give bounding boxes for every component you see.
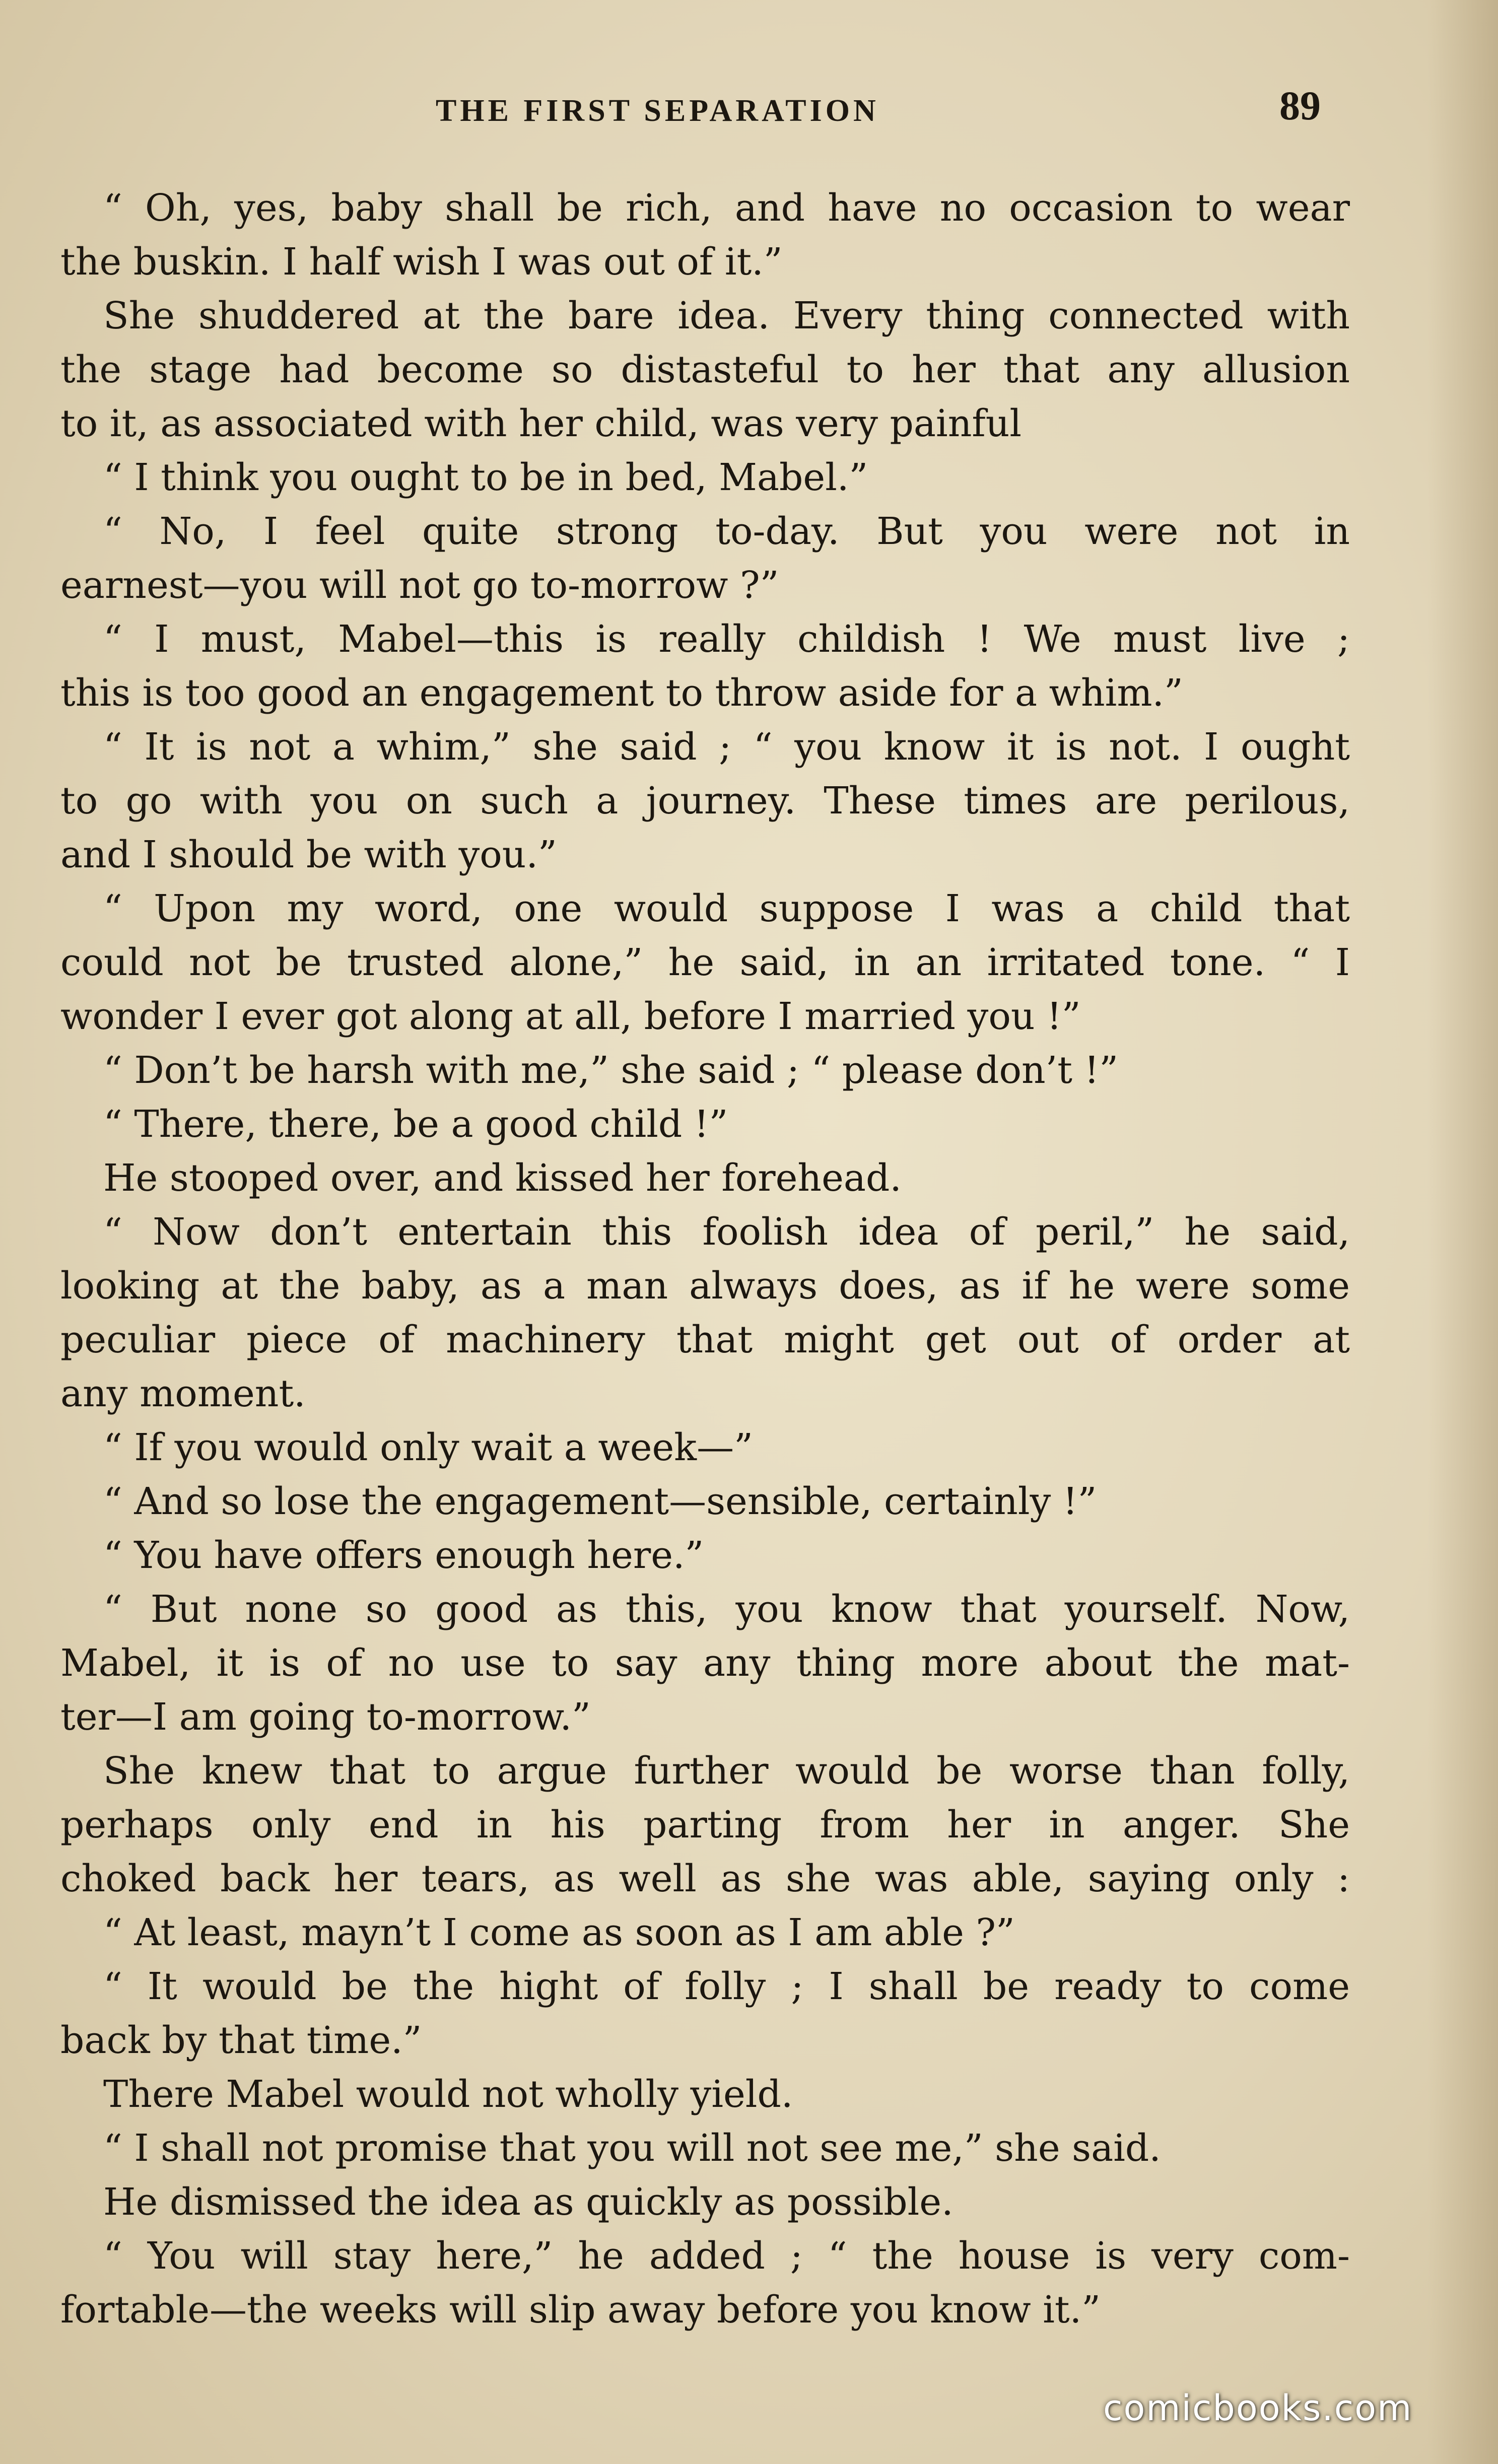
text-line: “ I think you ought to be in bed, Mabel.” bbox=[103, 456, 868, 499]
text-line: “ If you would only wait a week—” bbox=[103, 1426, 753, 1469]
text-line: There Mabel would not wholly yield. bbox=[103, 2073, 793, 2116]
text-line: to it, as associated with her child, was very painful bbox=[60, 402, 1022, 445]
text-line: the stage had become so distasteful to her that any allusion bbox=[60, 348, 1350, 391]
text-line: He dismissed the idea as quickly as possible. bbox=[103, 2180, 954, 2224]
watermark-text: comicbooks.com bbox=[1103, 2387, 1413, 2429]
text-line: and I should be with you.” bbox=[60, 833, 557, 876]
text-line: fortable—the weeks will slip away before you know it.” bbox=[60, 2288, 1101, 2332]
text-line: “ I shall not promise that you will not see me,” she said. bbox=[103, 2127, 1161, 2170]
text-line: this is too good an engagement to throw aside for a whim.” bbox=[60, 671, 1183, 715]
text-line: “ It is not a whim,” she said ; “ you know it is not. I ought bbox=[103, 725, 1350, 769]
text-line: the buskin. I half wish I was out of it.” bbox=[60, 240, 783, 284]
text-line: “ Oh, yes, baby shall be rich, and have no occasion to wear bbox=[103, 186, 1350, 230]
text-line: “ And so lose the engagement—sensible, certainly !” bbox=[103, 1480, 1097, 1523]
text-line: “ No, I feel quite strong to-day. But you were not in bbox=[103, 510, 1350, 553]
text-line: “ I must, Mabel—this is really childish ! We must live ; bbox=[103, 618, 1350, 661]
text-line: Mabel, it is of no use to say any thing more about the mat- bbox=[60, 1641, 1350, 1685]
text-line: “ But none so good as this, you know that yourself. Now, bbox=[103, 1588, 1350, 1631]
text-line: “ You will stay here,” he added ; “ the house is very com- bbox=[103, 2234, 1350, 2278]
text-line: “ Upon my word, one would suppose I was a child that bbox=[103, 887, 1350, 930]
running-head bbox=[0, 83, 1498, 141]
text-line: looking at the baby, as a man always does, as if he were some bbox=[60, 1264, 1350, 1308]
text-line: peculiar piece of machinery that might get out of order at bbox=[60, 1318, 1350, 1361]
text-line: wonder I ever got along at all, before I married you !” bbox=[60, 995, 1081, 1038]
text-line: any moment. bbox=[60, 1372, 306, 1415]
text-line: “ It would be the hight of folly ; I shall be ready to come bbox=[103, 1965, 1350, 2008]
text-line: “ At least, mayn’t I come as soon as I am able ?” bbox=[103, 1911, 1015, 1954]
running-title: THE FIRST SEPARATION bbox=[436, 94, 879, 128]
text-line: She shuddered at the bare idea. Every thing connected with bbox=[103, 294, 1350, 337]
text-line: “ There, there, be a good child !” bbox=[103, 1103, 728, 1146]
text-line: She knew that to argue further would be worse than folly, bbox=[103, 1749, 1350, 1793]
text-line: “ You have offers enough here.” bbox=[103, 1534, 704, 1577]
text-line: choked back her tears, as well as she was able, saying only : bbox=[60, 1857, 1350, 1900]
text-line: ter—I am going to-morrow.” bbox=[60, 1695, 591, 1739]
body-text bbox=[60, 181, 1350, 2337]
text-line: “ Don’t be harsh with me,” she said ; “ please don’t !” bbox=[103, 1049, 1119, 1092]
text-line: perhaps only end in his parting from her in anger. She bbox=[60, 1803, 1350, 1846]
text-line: to go with you on such a journey. These times are perilous, bbox=[60, 779, 1350, 823]
text-line: back by that time.” bbox=[60, 2019, 422, 2062]
page-number: 89 bbox=[1279, 83, 1321, 128]
text-line: “ Now don’t entertain this foolish idea of peril,” he said, bbox=[103, 1210, 1350, 1254]
text-line: earnest—you will not go to-morrow ?” bbox=[60, 564, 779, 607]
text-line: He stooped over, and kissed her forehead. bbox=[103, 1156, 902, 1200]
page-edge-shadow bbox=[1427, 0, 1498, 2464]
text-line: could not be trusted alone,” he said, in an irritated tone. “ I bbox=[60, 941, 1350, 984]
